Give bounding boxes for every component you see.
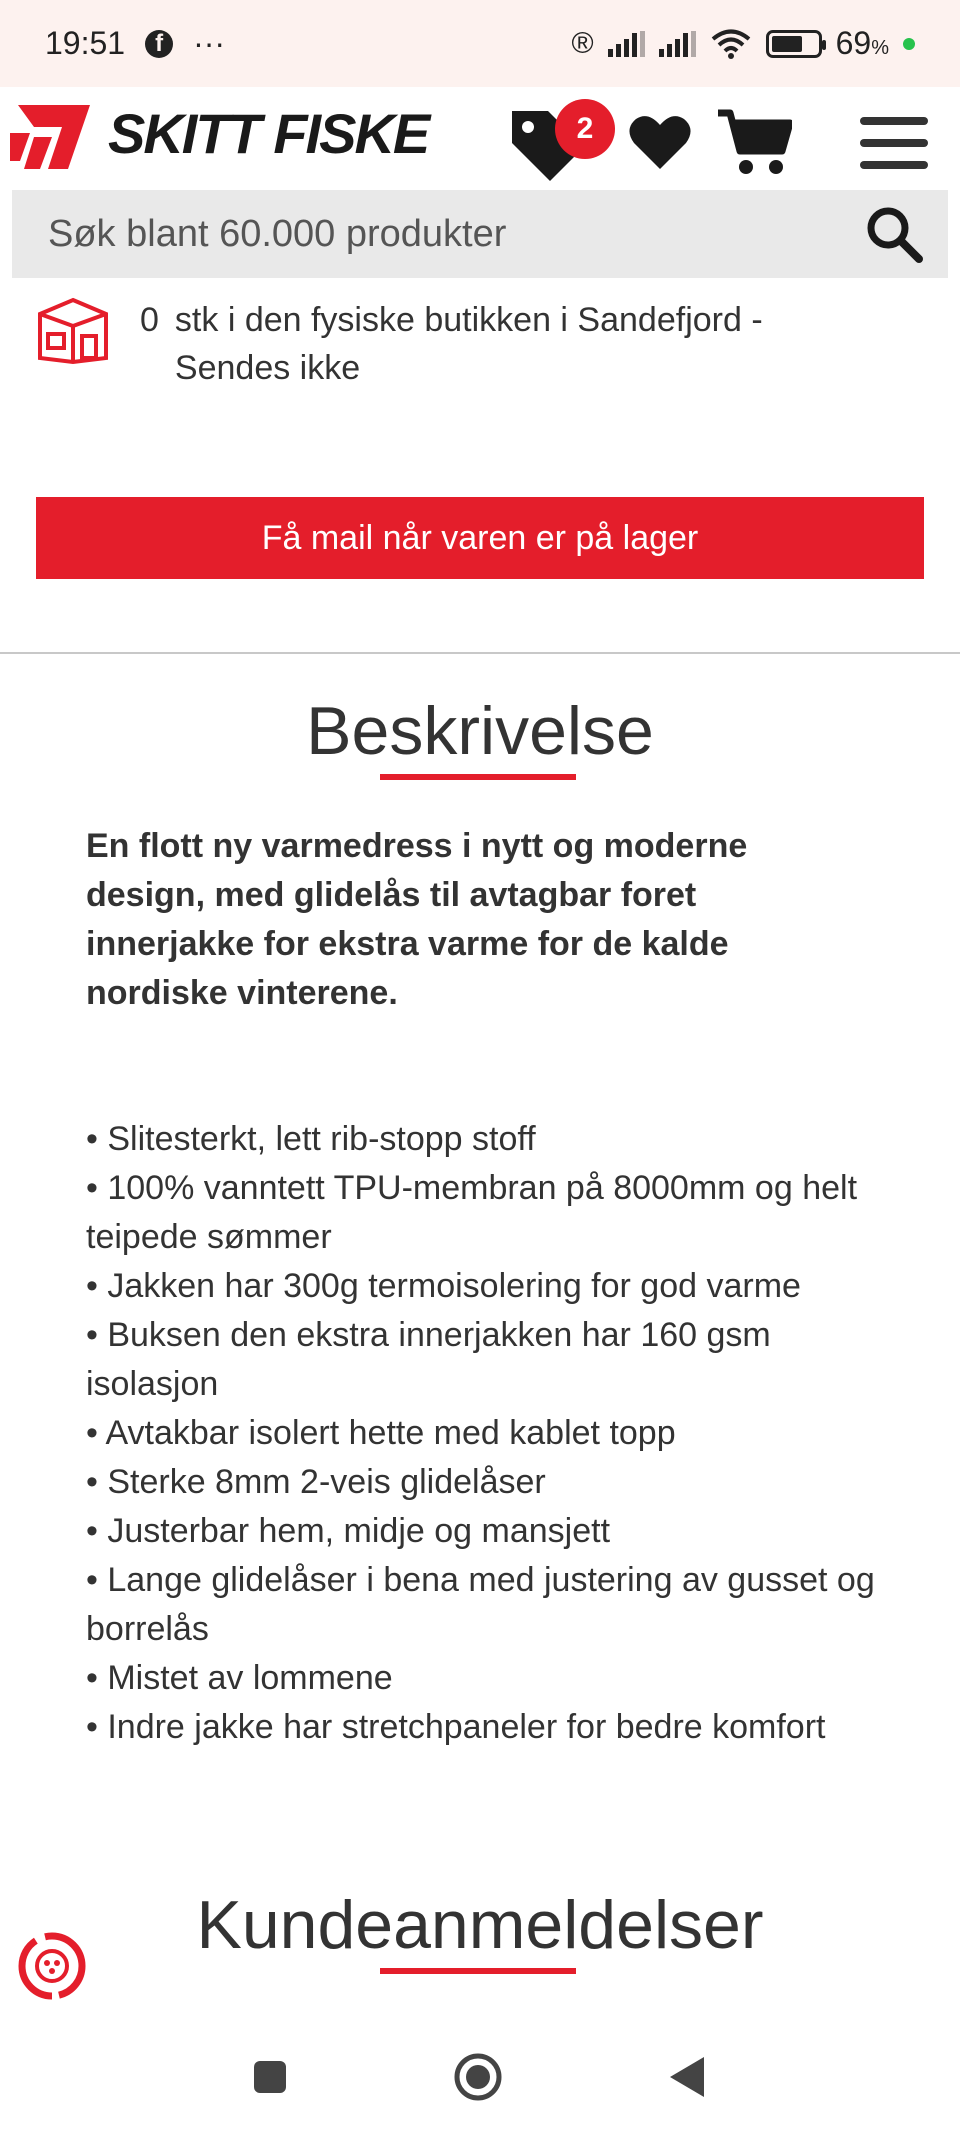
back-button[interactable]	[668, 2055, 706, 2099]
feature-item: • Mistet av lommene	[86, 1659, 393, 1697]
feature-item: • Jakken har 300g termoisolering for god varme	[86, 1267, 801, 1305]
search-bar	[12, 190, 948, 278]
offers-count-badge: 2	[555, 99, 615, 159]
registered-icon: ®	[571, 26, 594, 60]
feature-list	[86, 1115, 886, 1752]
feature-item: • Indre jakke har stretchpaneler for bedre komfort	[86, 1708, 826, 1746]
stock-count: 0	[140, 301, 159, 339]
brand-name: SKITT FISKE	[108, 101, 429, 165]
chat-support-icon[interactable]	[16, 1930, 88, 2002]
feature-item: • Justerbar hem, midje og mansjett	[86, 1512, 611, 1550]
description-title: Beskrivelse	[306, 693, 654, 769]
reviews-title-underline	[380, 1968, 576, 1974]
skitt-logo-mark-icon	[10, 97, 94, 169]
feature-item: • Sterke 8mm 2-veis glidelåser	[86, 1463, 546, 1501]
home-button[interactable]	[452, 2051, 504, 2103]
notify-when-in-stock-button[interactable]: Få mail når varen er på lager	[36, 497, 924, 579]
recent-apps-button[interactable]	[252, 2059, 288, 2095]
site-logo[interactable]	[10, 97, 428, 169]
feature-item: • Slitesterkt, lett rib-stopp stoff	[86, 1120, 536, 1158]
description-intro: En flott ny varmedress i nytt og moderne design, med glidelås til avtagbar foret innerjakke for ekstra varme for de kalde nordiske vinterene.	[86, 827, 748, 1012]
store-icon	[36, 296, 110, 366]
heart-icon[interactable]	[628, 113, 692, 171]
battery-percent: 69%	[835, 25, 889, 61]
stock-text: stk i den fysiske butikken i Sandefjord - Sendes ikke	[174, 301, 763, 387]
description-title-underline	[380, 774, 576, 780]
reviews-title: Kundeanmeldelser	[196, 1887, 764, 1963]
feature-item: • 100% vanntett TPU-membran på 8000mm og helt teipede sømmer	[86, 1169, 858, 1256]
section-divider	[0, 652, 960, 654]
feature-item: • Buksen den ekstra innerjakken har 160 gsm isolasjon	[86, 1316, 771, 1403]
signal-icon-2	[659, 31, 696, 57]
wifi-icon	[710, 28, 752, 60]
battery-icon	[766, 30, 822, 58]
more-notifications-icon: ···	[193, 25, 226, 61]
feature-item: • Lange glidelåser i bena med justering av gusset og borrelås	[86, 1561, 875, 1648]
feature-item: • Avtakbar isolert hette med kablet topp	[86, 1414, 676, 1452]
cart-icon[interactable]	[716, 107, 792, 177]
status-time: 19:51	[45, 25, 126, 61]
status-bar	[0, 0, 960, 87]
privacy-indicator-dot	[903, 38, 915, 50]
facebook-notification-icon: f	[145, 30, 173, 58]
signal-icon	[608, 31, 645, 57]
site-header	[0, 87, 960, 187]
search-icon[interactable]	[864, 204, 924, 264]
system-navigation-bar	[0, 2025, 960, 2133]
search-input[interactable]	[48, 213, 828, 256]
store-stock-info	[36, 296, 815, 392]
hamburger-menu-icon[interactable]	[860, 117, 928, 169]
